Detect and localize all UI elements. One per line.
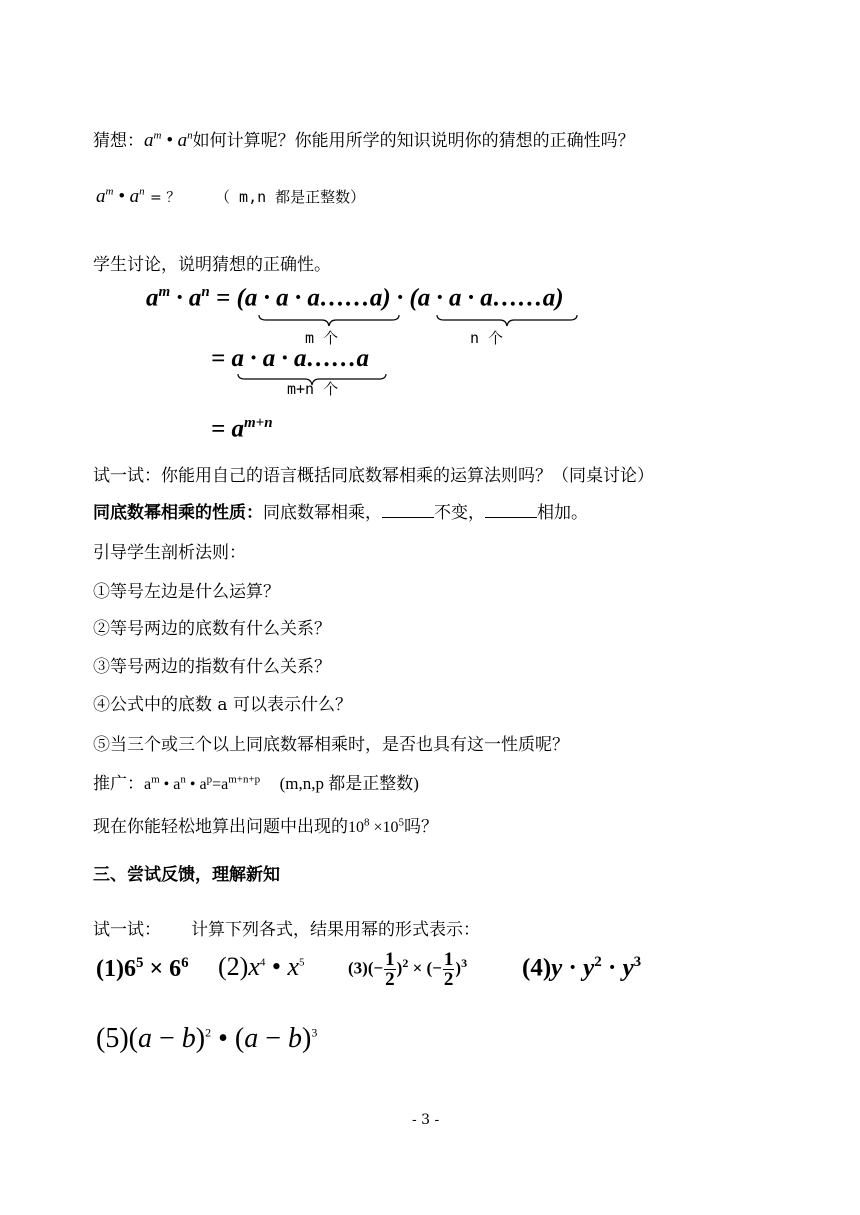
blank-base xyxy=(382,503,434,518)
question-item: ②等号两边的底数有什么关系？ xyxy=(93,619,331,639)
exercise-3: (3)(− $\frac{1}{2}$ )$^2$ × (− $\frac{1}{2}$ )$^3$ xyxy=(348,949,468,990)
formula-eq: = ？ xyxy=(150,190,181,206)
generalize-formula: $a^m$ • $a^n$ • $a^p=a^{m+n+p}$ xyxy=(144,773,261,793)
guess-line xyxy=(93,126,635,152)
formula-question xyxy=(96,186,365,208)
question-item: ⑤当三个或三个以上同底数幂相乘时，是否也具有这一性质呢？ xyxy=(93,735,569,755)
derivation-line-1: $a^m \cdot a^n = (a \cdot a$ · a……a) · (a · a · a……a) xyxy=(146,284,564,312)
generalize-line xyxy=(93,769,419,794)
now-pre: 现在你能轻松地算出问题中出现的 xyxy=(93,817,348,837)
exercise-5: $(5)(a - b)^2$ • $(a - b)^3$ xyxy=(96,1023,318,1054)
now-line xyxy=(93,812,438,837)
formula-note: （ m,n 都是正整数） xyxy=(215,188,366,206)
exercise-1: $(1)6^5 \times 6^6$ xyxy=(96,955,189,982)
discuss-text: 学生讨论，说明猜想的正确性。 xyxy=(93,255,331,275)
property-line xyxy=(93,498,588,523)
m-count-label: m 个 xyxy=(305,329,339,347)
generalize-note: (m,n,p 都是正整数) xyxy=(279,774,419,793)
blank-exponent xyxy=(485,503,537,518)
question-item: ①等号左边是什么运算？ xyxy=(93,582,280,602)
n-brace xyxy=(436,314,578,328)
question-item: ③等号两边的指数有什么关系？ xyxy=(93,657,331,677)
try-two-text: 计算下列各式，结果用幂的形式表示： xyxy=(191,920,480,940)
guess-expression: $a^m$ • $a^n$ xyxy=(144,129,193,151)
try-two-line xyxy=(93,915,480,940)
property-text-1: 同底数幂相乘， xyxy=(263,503,382,523)
section-heading: 三、尝试反馈，理解新知 xyxy=(93,865,280,885)
try-one-text: 试一试：你能用自己的语言概括同底数幂相乘的运算法则吗？（同桌讨论） xyxy=(93,466,654,486)
property-text-3: 相加。 xyxy=(537,503,588,523)
property-label: 同底数幂相乘的性质： xyxy=(93,503,263,523)
mn-count-label: m+n 个 xyxy=(287,380,339,398)
exercise-2: $(2)x^4$ • $x^5$ xyxy=(218,952,305,981)
question-item: ④公式中的底数 a 可以表示什么？ xyxy=(93,695,352,715)
now-expression: $10^8 \times 10^5$ xyxy=(348,816,405,836)
exercise-4: $(4)y \cdot y^2 \cdot y^3$ xyxy=(522,954,642,982)
guess-question: 如何计算呢？你能用所学的知识说明你的猜想的正确性吗？ xyxy=(192,131,635,151)
try-two-label: 试一试： xyxy=(93,920,161,940)
guide-text: 引导学生剖析法则： xyxy=(93,543,246,563)
now-post: 吗？ xyxy=(404,817,439,837)
guess-label: 猜想： xyxy=(93,131,144,151)
page-number: - 3 - xyxy=(412,1112,440,1128)
formula-expression: $a^m$ • $a^n$ xyxy=(96,185,145,207)
m-brace xyxy=(258,314,400,328)
derivation-line-2: = a · a · a……a xyxy=(211,345,369,372)
generalize-label: 推广： xyxy=(93,774,144,794)
n-count-label: n 个 xyxy=(470,329,504,347)
property-text-2: 不变， xyxy=(434,503,485,523)
derivation-line-3: = $a^{m+n}$ xyxy=(211,415,273,443)
